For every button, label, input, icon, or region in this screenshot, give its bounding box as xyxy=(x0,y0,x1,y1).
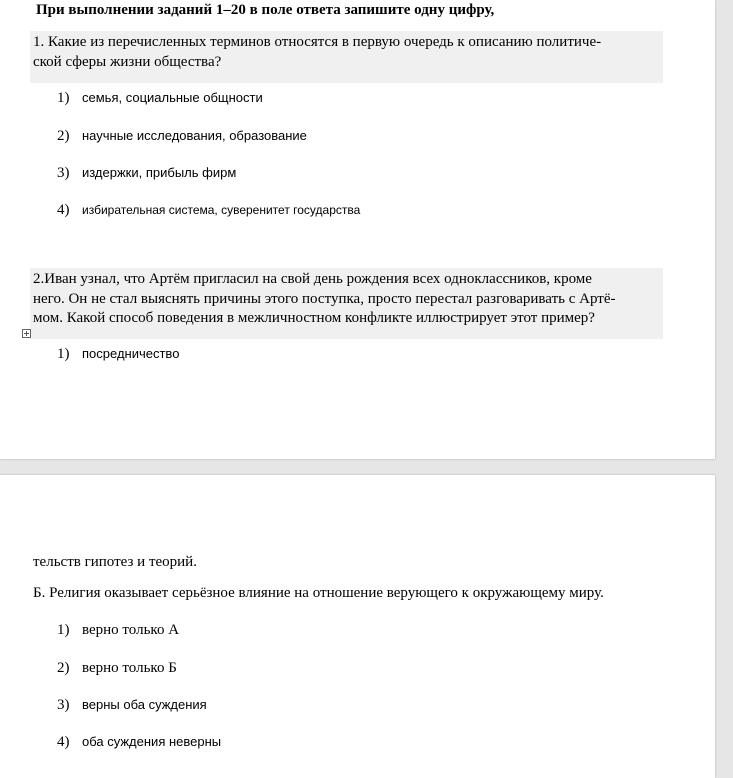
option-number: 1) xyxy=(57,346,70,362)
option-number: 4) xyxy=(57,202,70,218)
option-text: научные исследования, образование xyxy=(82,128,307,143)
option-number: 1) xyxy=(57,90,70,106)
statement-b: Б. Религия оказывает серьёзное влияние на отношение верующего к окружающему миру. xyxy=(33,585,604,601)
question-2-box xyxy=(30,268,663,339)
instruction-text: При выполнении заданий 1–20 в поле ответа запишите одну цифру, xyxy=(36,2,495,18)
question-1-box xyxy=(30,31,663,83)
question-2-line: 2.Иван узнал, что Артём пригласил на свой день рождения всех одноклассников, кроме xyxy=(33,271,592,287)
question-1-line: 1. Какие из перечисленных терминов относятся в первую очередь к описанию политиче- xyxy=(33,34,602,50)
option-text: семья, социальные общности xyxy=(82,90,263,105)
option-text: издержки, прибыль фирм xyxy=(82,165,237,180)
move-handle-icon[interactable] xyxy=(22,329,31,338)
question-2-line: мом. Какой способ поведения в межличностном конфликте иллюстрирует этот пример? xyxy=(33,310,595,326)
option-text: верно только Б xyxy=(82,660,177,676)
option-number: 2) xyxy=(57,128,70,144)
statement-a-tail: тельств гипотез и теорий. xyxy=(33,554,197,570)
option-text: верно только А xyxy=(82,622,180,638)
option-text: избирательная система, суверенитет государства xyxy=(82,203,361,217)
option-text: посредничество xyxy=(82,346,180,361)
option-text: верны оба суждения xyxy=(82,697,207,712)
question-1-line: ской сферы жизни общества? xyxy=(33,53,222,70)
option-text: оба суждения неверны xyxy=(82,734,222,749)
document-page-2 xyxy=(0,475,715,778)
option-number: 3) xyxy=(57,165,70,181)
question-2-line: него. Он не стал выяснять причины этого поступка, просто перестал разговаривать с Артё- xyxy=(33,290,616,307)
option-number: 2) xyxy=(57,660,70,676)
option-number: 4) xyxy=(57,734,70,750)
option-number: 3) xyxy=(57,697,70,713)
option-number: 1) xyxy=(57,622,70,638)
